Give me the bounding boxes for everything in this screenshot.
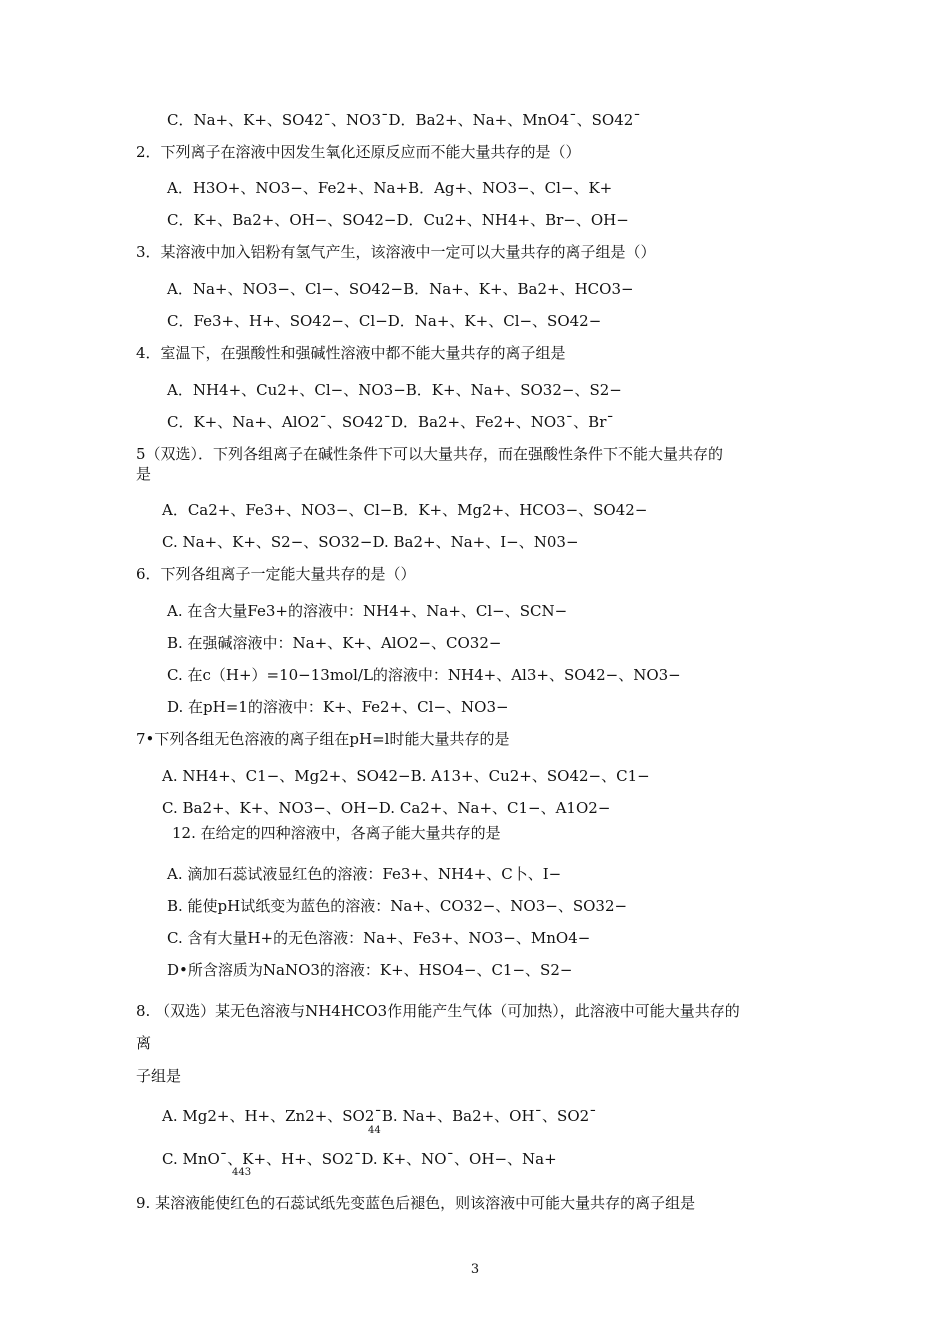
question-8-cont-1: 离 — [136, 1034, 152, 1052]
question-9: 9. 某溶液能使红色的石蕊试纸先变蓝色后褪色，则该溶液中可能大量共存的离子组是 — [136, 1194, 696, 1212]
q8-options-cd: C. MnO¯、K+、H+、SO2¯D. K+、NO¯、OH−、Na+ — [162, 1150, 557, 1168]
q3-options-ab: A．Na+、NO3−、Cl−、SO42−B．Na+、K+、Ba2+、HCO3− — [167, 280, 634, 298]
question-2: 2．下列离子在溶液中因发生氧化还原反应而不能大量共存的是（） — [136, 143, 581, 161]
subscript-note-443: 443 — [232, 1167, 252, 1178]
q5-options-cd: C. Na+、K+、S2−、SO32−D. Ba2+、Na+、I−、N03− — [162, 533, 579, 551]
q12-option-d: D•所含溶质为NaNO3的溶液：K+、HSO4−、C1−、S2− — [167, 961, 573, 979]
q6-option-a: A. 在含大量Fe3+的溶液中：NH4+、Na+、Cl−、SCN− — [167, 602, 568, 620]
q6-option-b: B. 在强碱溶液中：Na+、K+、AlO2−、CO32− — [167, 634, 502, 652]
q3-options-cd: C．Fe3+、H+、SO42−、Cl−D．Na+、K+、Cl−、SO42− — [167, 312, 602, 330]
q7-options-ab: A. NH4+、C1−、Mg2+、SO42−B. A13+、Cu2+、SO42−、C1− — [162, 767, 650, 785]
q4-options-ab: A．NH4+、Cu2+、Cl−、NO3−B．K+、Na+、SO32−、S2− — [167, 381, 622, 399]
question-8: 8. （双选）某无色溶液与NH4HCO3作用能产生气体（可加热），此溶液中可能大量共存的 — [136, 1002, 740, 1020]
question-8-cont-2: 子组是 — [136, 1067, 182, 1085]
page-number: 3 — [470, 1262, 480, 1277]
subscript-note-44: 44 — [368, 1125, 381, 1136]
question-5-cont: 是 — [136, 465, 152, 483]
question-6: 6．下列各组离子一定能大量共存的是（） — [136, 565, 416, 583]
q2-options-cd: C．K+、Ba2+、OH−、SO42−D．Cu2+、NH4+、Br−、OH− — [167, 211, 629, 229]
q12-option-a: A. 滴加石蕊试液显红色的溶液：Fe3+、NH4+、C卜、I− — [167, 865, 562, 883]
q7-options-cd: C. Ba2+、K+、NO3−、OH−D. Ca2+、Na+、C1−、A1O2− — [162, 799, 611, 817]
q6-option-c: C. 在c（H+）=10−13mol/L的溶液中：NH4+、Al3+、SO42−、NO3− — [167, 666, 681, 684]
q12-option-c: C. 含有大量H+的无色溶液：Na+、Fe3+、NO3−、MnO4− — [167, 929, 591, 947]
q2-options-ab: A．H3O+、NO3−、Fe2+、Na+B．Ag+、NO3−、Cl−、K+ — [167, 179, 613, 197]
q6-option-d: D. 在pH=1的溶液中：K+、Fe2+、Cl−、NO3− — [167, 698, 509, 716]
question-7: 7•下列各组无色溶液的离子组在pH=l时能大量共存的是 — [136, 730, 510, 748]
question-4: 4．室温下，在强酸性和强碱性溶液中都不能大量共存的离子组是 — [136, 344, 566, 362]
q12-option-b: B. 能使pH试纸变为蓝色的溶液：Na+、CO32−、NO3−、SO32− — [167, 897, 628, 915]
question-5: 5（双选）．下列各组离子在碱性条件下可以大量共存，而在强酸性条件下不能大量共存的 — [136, 445, 724, 463]
q8-options-ab: A. Mg2+、H+、Zn2+、SO2¯B. Na+、Ba2+、OH¯、SO2¯ — [162, 1107, 597, 1125]
question-3: 3．某溶液中加入铝粉有氢气产生，该溶液中一定可以大量共存的离子组是（） — [136, 243, 656, 261]
q4-options-cd: C．K+、Na+、AlO2¯、SO42¯D．Ba2+、Fe2+、NO3¯、Br¯ — [167, 413, 614, 431]
question-12: 12. 在给定的四种溶液中，各离子能大量共存的是 — [172, 824, 501, 842]
q5-options-ab: A．Ca2+、Fe3+、NO3−、Cl−B．K+、Mg2+、HCO3−、SO42− — [162, 501, 648, 519]
line-1c-options: C．Na+、K+、SO42¯、NO3¯D．Ba2+、Na+、MnO4¯、SO42¯ — [167, 111, 641, 129]
